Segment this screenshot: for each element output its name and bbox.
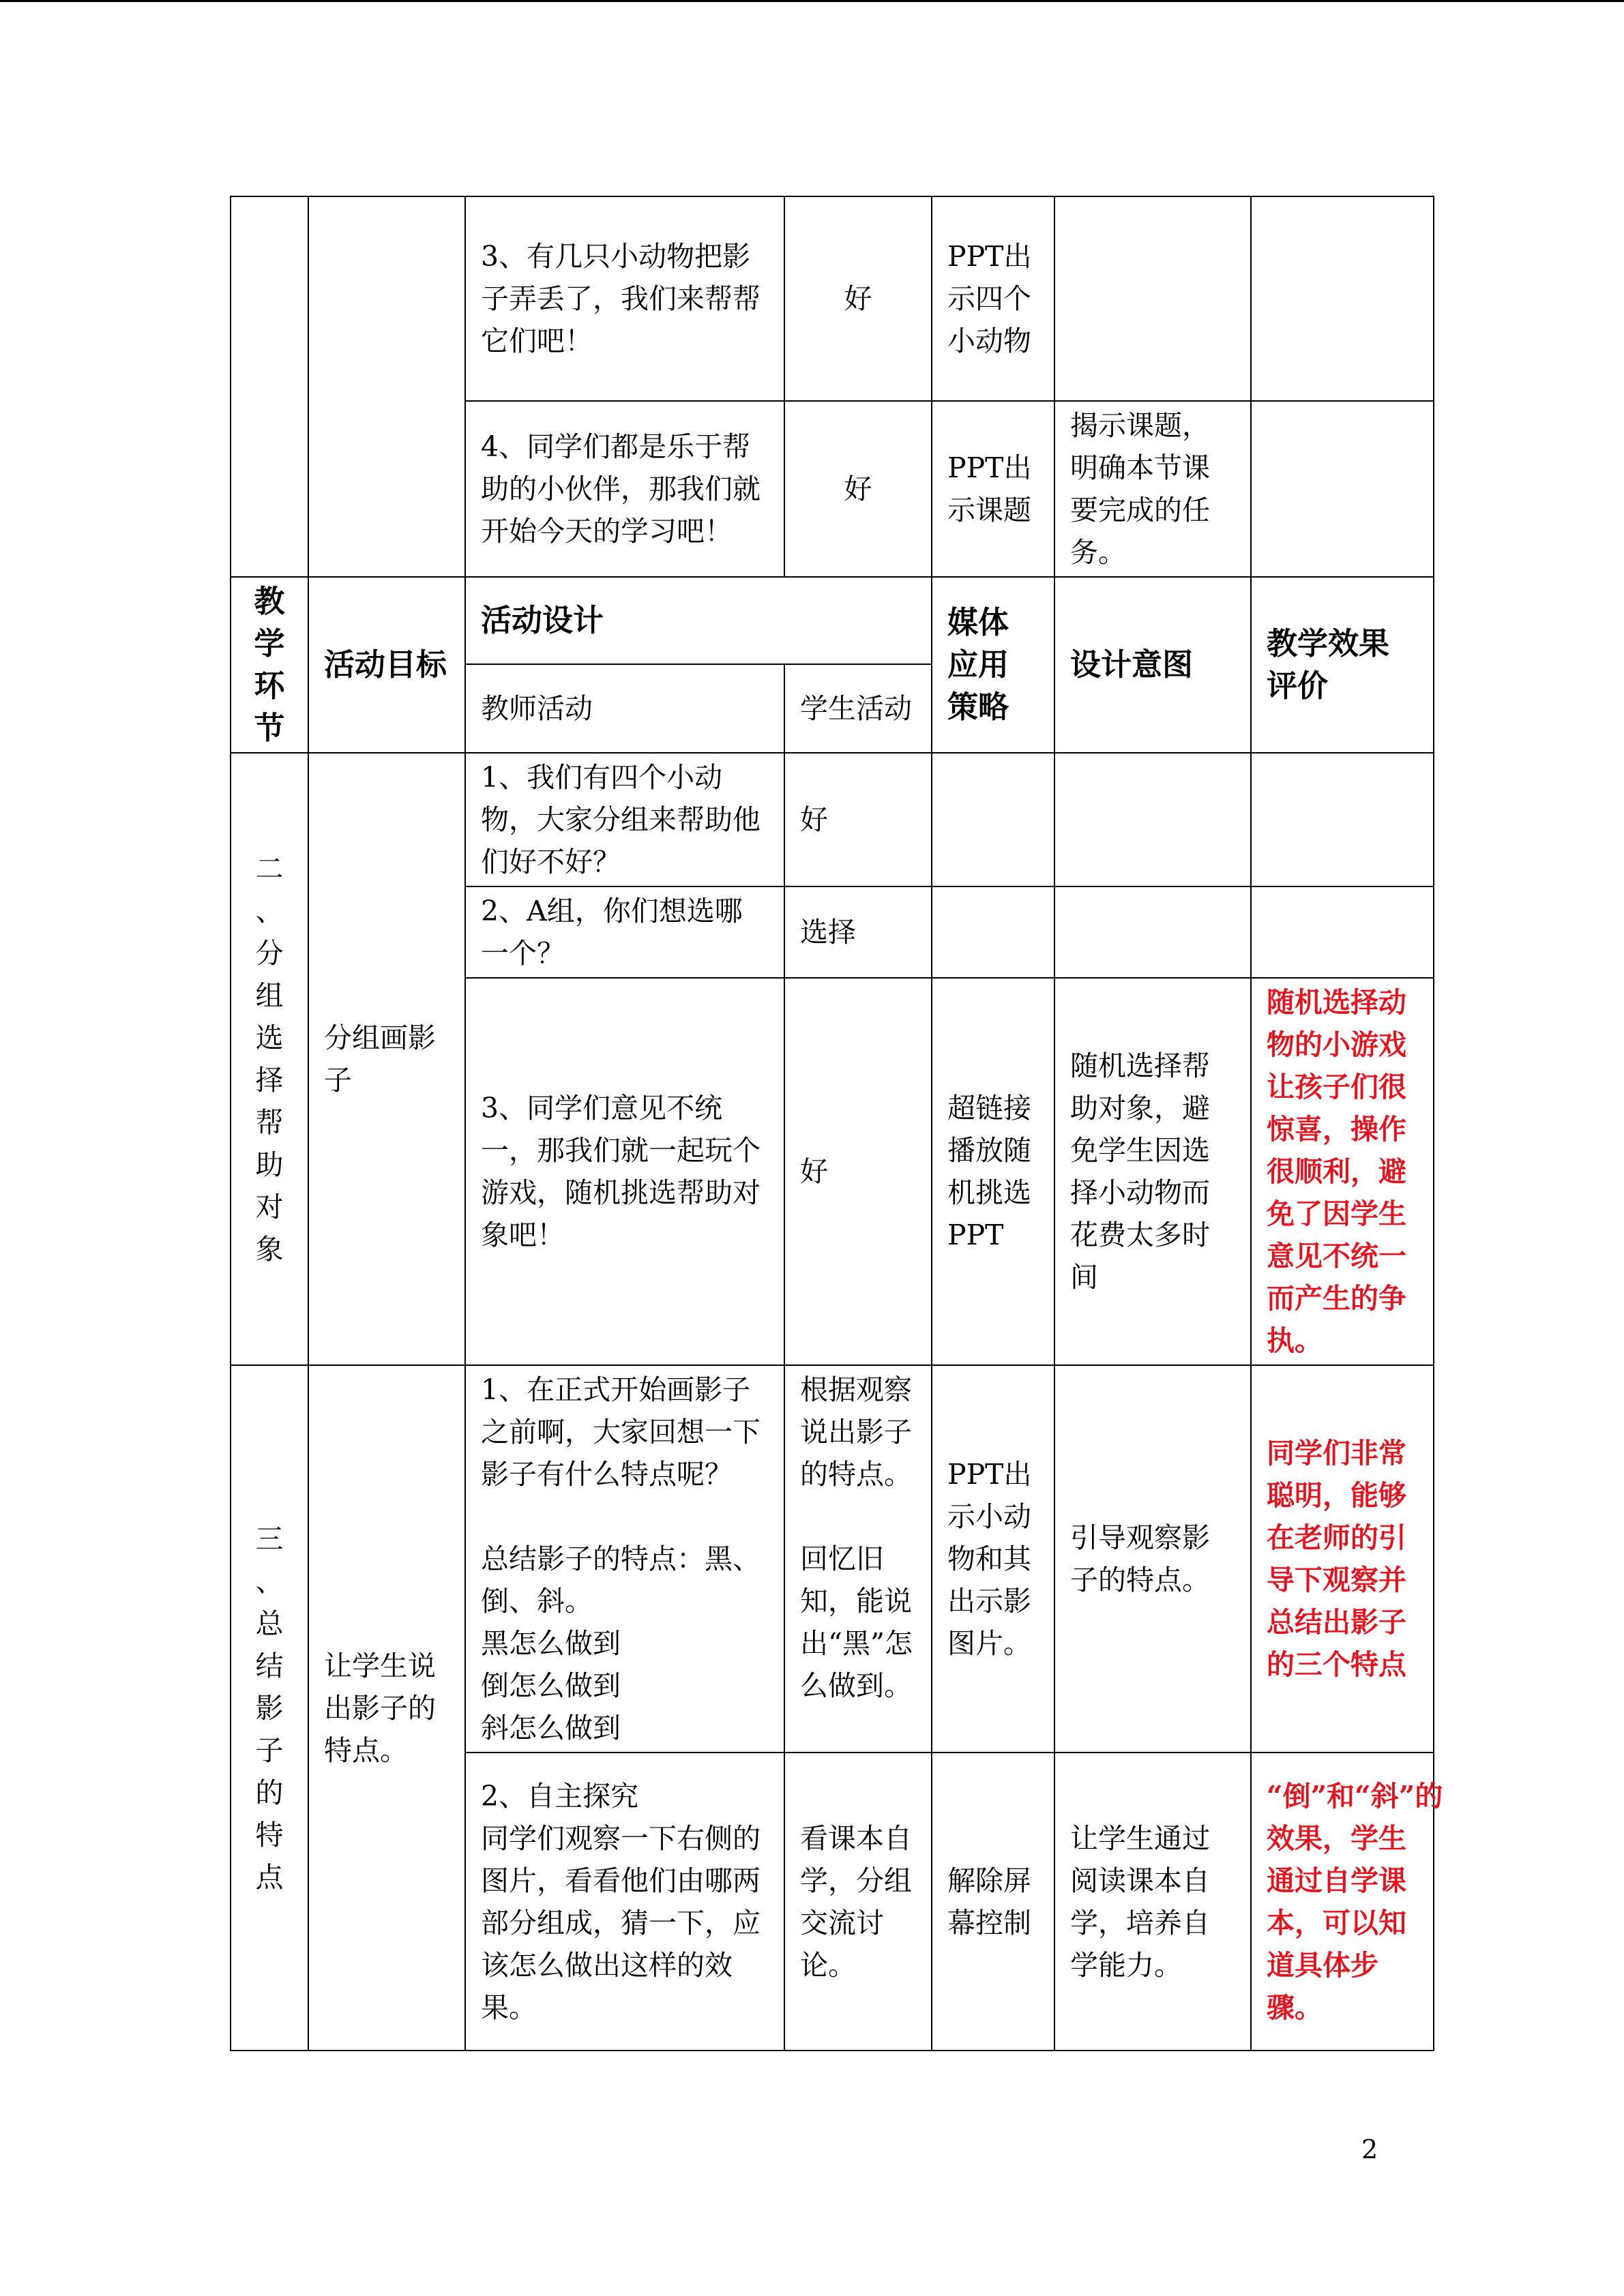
top-border-line [0,0,1624,2]
intent-cell: 引导观察影子的特点。 [1054,1365,1251,1753]
teacher-activity-cell: 4、同学们都是乐于帮助的小伙伴，那我们就开始今天的学习吧！ [465,401,784,577]
teacher-line: 同学们观察一下右侧的图片，看看他们由哪两部分组成，猜一下，应该怎么做出这样的效果。 [481,1821,761,2024]
vertical-char: 象 [255,1233,284,1266]
student-activity-cell: 好 [784,401,932,577]
vertical-char: 二 [255,852,284,885]
intent-cell: 揭示课题，明确本节课要完成的任务。 [1054,401,1251,577]
student-line: 根据观察说出影子的特点。 [800,1373,912,1491]
student-line: 回忆旧知，能说出“黑”怎么做到。 [800,1542,913,1702]
student-activity-cell: 好 [784,196,932,401]
vertical-char: 三 [255,1522,284,1555]
media-cell: 解除屏幕控制 [932,1753,1054,2051]
header-goal: 活动目标 [308,577,465,753]
teacher-activity-cell: 3、有几只小动物把影子弄丢了，我们来帮帮它们吧！ [465,196,784,401]
student-line [800,1495,916,1538]
vertical-char: 对 [255,1191,284,1223]
evaluation-cell: 同学们非常聪明，能够在老师的引导下观察并总结出影子的三个特点 [1251,1365,1434,1753]
evaluation-cell: “倒”和“斜”的效果，学生通过自学课本，可以知道具体步骤。 [1251,1753,1434,2051]
vertical-char: 特 [255,1818,284,1851]
teacher-activity-cell: 1、我们有四个小动物，大家分组来帮助他们好不好？ [465,753,784,886]
teacher-line: 黑怎么做到 [481,1627,621,1660]
teacher-activity-cell: 3、同学们意见不统一，那我们就一起玩个游戏，随机挑选帮助对象吧！ [465,978,784,1365]
evaluation-cell [1251,753,1434,886]
section3-goal: 让学生说出影子的特点。 [308,1365,465,2051]
teacher-line: 倒怎么做到 [481,1669,621,1702]
intent-cell [1054,886,1251,978]
intent-cell [1054,196,1251,401]
evaluation-cell: 随机选择动物的小游戏让孩子们很惊喜，操作很顺利，避免了因学生意见不统一而产生的争执。 [1251,978,1434,1365]
vertical-char: 子 [255,1733,284,1767]
header-section [231,577,308,753]
teacher-line: 斜怎么做到 [481,1712,621,1744]
media-cell: 超链接播放随机挑选PPT [932,978,1054,1365]
teacher-line: 2、自主探究 [481,1779,639,1813]
vertical-char: 分 [255,937,284,970]
section2-title [231,753,308,1365]
teacher-line: 总结影子的特点：黑、倒、斜。 [481,1542,761,1617]
section2-row-1 [231,753,1434,886]
header-evaluation: 教学效果评价 [1251,577,1434,753]
evaluation-cell [1251,886,1434,978]
lesson-plan-table [230,196,1443,2051]
student-activity-cell: 好 [784,978,932,1365]
vertical-char: 助 [255,1148,284,1181]
header-row [231,577,1434,664]
vertical-char: 影 [255,1691,284,1725]
header-teacher: 教师活动 [465,664,784,753]
teacher-line [481,1495,769,1538]
vertical-char: 节 [254,710,285,746]
vertical-char: 择 [255,1064,284,1097]
media-cell: PPT出示小动物和其出示影图片。 [932,1365,1054,1753]
header-student: 学生活动 [784,664,932,753]
page-number: 2 [1361,2134,1378,2164]
teacher-activity-cell [465,1365,784,1753]
vertical-char: 的 [255,1776,284,1809]
intent-cell [1054,753,1251,886]
vertical-char: 结 [255,1649,284,1682]
student-activity-cell [784,1365,932,1753]
teacher-line: 1、在正式开始画影子之前啊，大家回想一下影子有什么特点呢？ [481,1373,761,1491]
media-cell: PPT出示课题 [932,401,1054,577]
vertical-char: 点 [255,1860,284,1894]
teacher-activity-cell [465,1753,784,2051]
evaluation-cell [1251,196,1434,401]
student-activity-cell: 好 [784,753,932,886]
student-activity-cell: 选择 [784,886,932,978]
media-cell: PPT出示四个小动物 [932,196,1054,401]
header-media: 媒体应用策略 [932,577,1054,753]
section3-row-1 [231,1365,1434,1753]
evaluation-cell [1251,401,1434,577]
vertical-char: 、 [255,895,284,927]
vertical-char: 组 [255,979,284,1012]
vertical-char: 帮 [255,1106,284,1139]
media-cell [932,753,1054,886]
vertical-char: 环 [254,668,285,704]
carry-row-1 [231,196,1434,401]
vertical-char: 学 [254,625,285,661]
header-design: 活动设计 [465,577,932,664]
intent-cell: 随机选择帮助对象，避免学生因选择小动物而花费太多时间 [1054,978,1251,1365]
carry-goal-cell [308,196,465,577]
carry-section-cell [231,196,308,577]
vertical-char: 教 [254,583,285,619]
teacher-activity-cell: 2、A组，你们想选哪一个？ [465,886,784,978]
section3-title [231,1365,308,2051]
student-activity-cell: 看课本自学，分组交流讨论。 [784,1753,932,2051]
intent-cell: 让学生通过阅读课本自学，培养自学能力。 [1054,1753,1251,2051]
vertical-char: 选 [255,1022,284,1054]
section2-goal: 分组画影子 [308,753,465,1365]
vertical-char: 、 [255,1564,284,1598]
vertical-char: 总 [255,1607,284,1640]
media-cell [932,886,1054,978]
header-intent: 设计意图 [1054,577,1251,753]
